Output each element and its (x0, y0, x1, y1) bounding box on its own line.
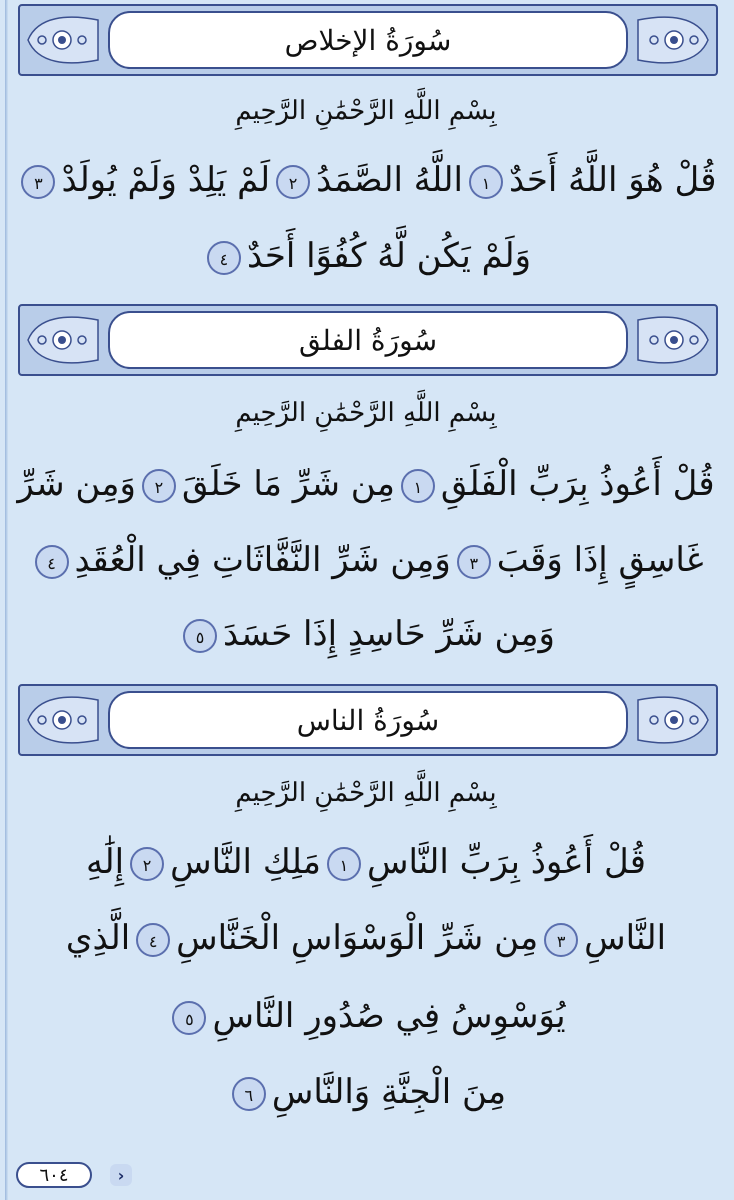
ayah-text: لَمْ يَلِدْ وَلَمْ يُولَدْ (61, 160, 271, 200)
ayah-text: اللَّهُ الصَّمَدُ (316, 160, 463, 200)
ayah-text: مَلِكِ النَّاسِ (170, 842, 321, 882)
ornament-icon (634, 12, 712, 68)
ayah-number-marker: ٥ (183, 619, 217, 653)
ayah-line (12, 842, 720, 882)
ayah-line (12, 236, 720, 276)
ayah-number-marker: ١ (327, 847, 361, 881)
ayah-text: مِن شَرِّ مَا خَلَقَ (181, 464, 395, 504)
ornament-icon (24, 312, 102, 368)
ayah-line (12, 540, 720, 580)
ayah-line (12, 160, 720, 200)
ayah-text: وَلَمْ يَكُن لَّهُ كُفُوًا أَحَدٌ (246, 236, 532, 276)
ayah-text: مِنَ الْجِنَّةِ وَالنَّاسِ (271, 1072, 507, 1112)
ayah-text: قُلْ أَعُوذُ بِرَبِّ النَّاسِ (366, 842, 646, 882)
ayah-number-marker: ٣ (544, 923, 578, 957)
mushaf-page (12, 0, 720, 1160)
surah-title-frame (108, 691, 628, 749)
surah-header (18, 684, 718, 756)
ayah-line (12, 614, 720, 654)
ayah-number-marker: ٥ (172, 1001, 206, 1035)
ayah-number-marker: ٤ (136, 923, 170, 957)
ayah-number-marker: ٢ (130, 847, 164, 881)
ayah-number-marker: ٤ (35, 545, 69, 579)
surah-title: سُورَةُ الفلق (298, 323, 438, 357)
surah-header (18, 4, 718, 76)
ayah-number-marker: ٣ (457, 545, 491, 579)
ayah-number-marker: ٢ (276, 165, 310, 199)
ayah-line (12, 918, 720, 958)
basmala: بِسْمِ اللَّهِ الرَّحْمَٰنِ الرَّحِيمِ (235, 778, 497, 808)
ayah-number-marker: ٣ (21, 165, 55, 199)
ayah-text: وَمِن شَرِّ (17, 464, 136, 504)
page-number: ٦٠٤ (16, 1162, 92, 1188)
basmala: بِسْمِ اللَّهِ الرَّحْمَٰنِ الرَّحِيمِ (235, 398, 497, 428)
ayah-number-marker: ١ (401, 469, 435, 503)
ayah-number-marker: ٤ (207, 241, 241, 275)
ayah-text: وَمِن شَرِّ حَاسِدٍ إِذَا حَسَدَ (223, 614, 555, 654)
ayah-text: إِلَٰهِ (86, 842, 125, 882)
ayah-number-marker: ٦ (232, 1077, 266, 1111)
ayah-text: الَّذِي (65, 918, 131, 958)
ornament-icon (634, 692, 712, 748)
ayah-number-marker: ١ (469, 165, 503, 199)
ayah-text: النَّاسِ (584, 918, 667, 958)
page-edge (5, 0, 8, 1200)
ayah-text: يُوَسْوِسُ فِي صُدُورِ النَّاسِ (212, 996, 566, 1036)
ornament-icon (24, 12, 102, 68)
page-footer (16, 1160, 132, 1190)
ayah-text: غَاسِقٍ إِذَا وَقَبَ (496, 540, 704, 580)
surah-title-frame (108, 11, 628, 69)
surah-title-frame (108, 311, 628, 369)
ornament-icon (24, 692, 102, 748)
ayah-number-marker: ٢ (142, 469, 176, 503)
ayah-text: مِن شَرِّ الْوَسْوَاسِ الْخَنَّاسِ (176, 918, 539, 958)
basmala: بِسْمِ اللَّهِ الرَّحْمَٰنِ الرَّحِيمِ (235, 96, 497, 126)
ayah-line (12, 464, 720, 504)
chevron-right-icon[interactable]: › (110, 1164, 132, 1186)
ayah-text: قُلْ أَعُوذُ بِرَبِّ الْفَلَقِ (440, 464, 715, 504)
surah-title: سُورَةُ الإخلاص (284, 23, 452, 57)
ayah-text: وَمِن شَرِّ النَّفَّاثَاتِ فِي الْعُقَدِ (74, 540, 451, 580)
ayah-line (12, 1072, 720, 1112)
surah-title: سُورَةُ الناس (296, 703, 440, 737)
ayah-line (12, 996, 720, 1036)
ornament-icon (634, 312, 712, 368)
surah-header (18, 304, 718, 376)
ayah-text: قُلْ هُوَ اللَّهُ أَحَدٌ (508, 160, 717, 200)
